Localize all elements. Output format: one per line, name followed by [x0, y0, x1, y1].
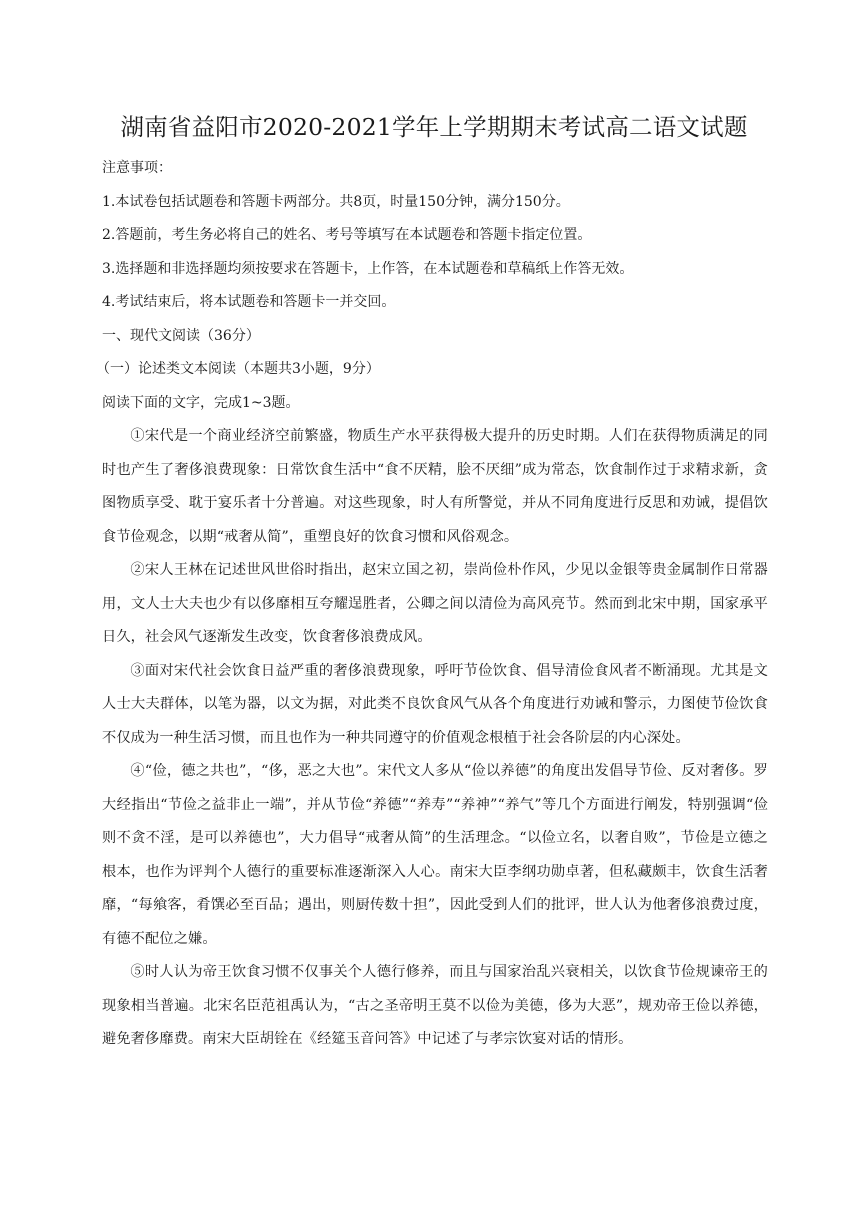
document-title: 湖南省益阳市2020-2021学年上学期期末考试高二语文试题 [120, 113, 748, 141]
reading-instruction: 阅读下面的文字，完成1~3题。 [102, 394, 300, 411]
paragraph-5: ⑤时人认为帝王饮食习惯不仅事关个人德行修养，而且与国家治乱兴衰相关，以饮食节俭规谏帝王的现象相当普遍。北宋名臣范祖禹认为，“古之圣帝明王莫不以俭为美德，侈为大恶”，规劝帝王俭以养德，避免奢侈靡费。南宋大臣胡铨在《经筵玉音问答》中记述了与孝宗饮宴对话的情形。 [102, 964, 768, 1047]
notice-item-3: 3.选择题和非选择题均须按要求在答题卡，上作答，在本试题卷和草稿纸上作答无效。 [102, 260, 634, 277]
paragraph-1: ①宋代是一个商业经济空前繁盛，物质生产水平获得极大提升的历史时期。人们在获得物质满足的同时也产生了奢侈浪费现象：日常饮食生活中“食不厌精，脍不厌细”成为常态，饮食制作过于求精求新，贪图物质享受、耽于宴乐者十分普遍。对这些现象，时人有所警觉，并从不同角度进行反思和劝诫，提倡饮食节俭观念，以期“戒奢从简”，重塑良好的饮食习惯和风俗观念。 [102, 428, 768, 545]
notice-item-1: 1.本试卷包括试题卷和答题卡两部分。共8页，时量150分钟，满分150分。 [102, 193, 570, 210]
notice-item-4: 4.考试结束后，将本试题卷和答题卡一并交回。 [102, 294, 396, 310]
paragraph-4: ④“俭，德之共也”，“侈，恶之大也”。宋代文人多从“俭以养德”的角度出发倡导节俭、反对奢侈。罗大经指出“节俭之益非止一端”，并从节俭“养德”“养寿”“养神”“养气”等几个方面进行阐发，特别强调“俭则不贪不淫，是可以养德也”，大力倡导“戒奢从简”的生活理念。“以俭立名，以奢自败”，节俭是立德之根本，也作为评判个人德行的重要标准逐渐深入人心。南宋大臣李纲功勋卓著，但私藏颇丰，饮食生活奢靡，“每飨客，肴馔必至百品；遇出，则厨传数十担”，因此受到人们的批评，世人认为他奢侈浪费过度，有德不配位之嫌。 [102, 763, 768, 947]
paragraph-2: ②宋人王林在记述世风世俗时指出，赵宋立国之初，崇尚俭朴作风，少见以金银等贵金属制作日常器用，文人士大夫也少有以侈靡相互夸耀逞胜者，公卿之间以清俭为高风亮节。然而到北宋中期，国家承平日久，社会风气逐渐发生改变，饮食奢侈浪费成风。 [102, 562, 768, 645]
subsection-title: （一）论述类文本阅读（本题共3小题，9分） [96, 361, 380, 377]
exam-page [96, 110, 768, 1057]
notice-item-2: 2.答题前，考生务必将自己的姓名、考号等填写在本试题卷和答题卡指定位置。 [102, 227, 592, 243]
notice-heading: 注意事项： [102, 160, 172, 176]
section-title: 一、现代文阅读（36分） [102, 327, 260, 344]
paragraph-3: ③面对宋代社会饮食日益严重的奢侈浪费现象，呼吁节俭饮食、倡导清俭食风者不断涌现。尤其是文人士大夫群体，以笔为器，以文为据，对此类不良饮食风气从各个角度进行劝诫和警示，力图使节俭饮食不仅成为一种生活习惯，而且也作为一种共同遵守的价值观念根植于社会各阶层的内心深处。 [102, 662, 768, 746]
